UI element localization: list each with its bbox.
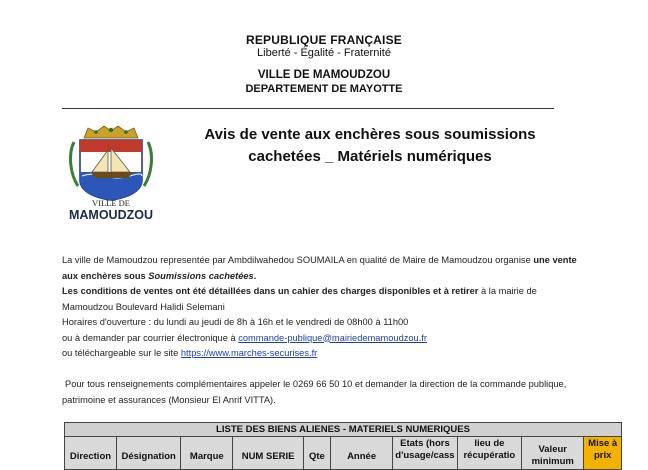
col-qte: Qte [303,437,330,470]
col-annee: Année [330,437,392,470]
header-divider [62,108,554,109]
paragraph-conditions [62,284,590,315]
header-departement: DEPARTEMENT DE MAYOTTE [245,83,403,95]
col-valeur: Valeur minimum [522,437,584,470]
header-republic: REPUBLIQUE FRANÇAISE [245,33,402,47]
col-direction: Direction [65,437,117,470]
paragraph-site [62,346,590,362]
intro-text: La ville de Mamoudzou representée par Ambdilwahedou SOUMAILA en qualité de Maire de Mamoudzou organise [62,255,534,265]
col-num-serie: NUM SERIE [233,437,304,470]
paragraph-email [62,331,590,347]
intro-bold-italic: Soumissions cachetées [148,270,254,281]
col-marque: Marque [181,437,233,470]
table-caption-row [65,423,622,437]
email-text: ou à demander par courrier électronique à [62,332,239,343]
notice-body [62,253,590,362]
col-mise-a-prix: Mise à prix [584,437,622,470]
paragraph-contact: Pour tous renseignements complémentaires appeler le 0269 66 50 10 et demander la direction de la commande publique, patrimoine et assurances (Monsieur El Anrif VITTA). [62,379,567,405]
col-etats: Etats (hors d'usage/cass [393,437,457,470]
notice-title-line1: Avis de vente aux enchères sous soumissions [204,126,536,143]
logo-label-ville: VILLE DE [91,198,130,208]
paragraph-hours: Horaires d'ouverture : du lundi au jeudi de 8h à 16h et le vendredi de 08h00 à 11h00 [62,317,409,327]
emblem-crown [84,126,138,138]
notice-title [180,124,560,168]
conditions-text: à la mairie de Mamoudzou Boulevard Halidi Selemani [62,286,537,312]
intro-bold: une vente aux enchères sous [62,255,577,281]
intro-bold-end: . [253,270,257,281]
notice-title-line2: cachetées _ Matériels numériques [248,148,492,165]
site-text: ou téléchargeable sur le site [62,348,181,358]
email-link[interactable]: commande-publique@mairiedemamoudzou.fr [238,332,427,343]
col-designation: Désignation [116,437,180,470]
col-lieu: lieu de récupératio [457,437,521,470]
table-header-row [65,437,622,470]
site-link[interactable]: https://www.marches-securises.fr [180,348,318,358]
header-ville: VILLE DE MAMOUDZOU [257,69,391,81]
paragraph-intro [62,253,590,284]
logo-label-mamoudzou: MAMOUDZOU [68,208,153,222]
table-caption: LISTE DES BIENS ALIENES - MATERIELS NUMERIQUES [65,423,622,437]
items-table [64,422,622,470]
header-devise: Liberté - Égalité - Fraternité [257,47,391,59]
conditions-bold: Les conditions de ventes ont été détaillées dans un cahier des charges disponibles et à retirer [62,286,479,296]
